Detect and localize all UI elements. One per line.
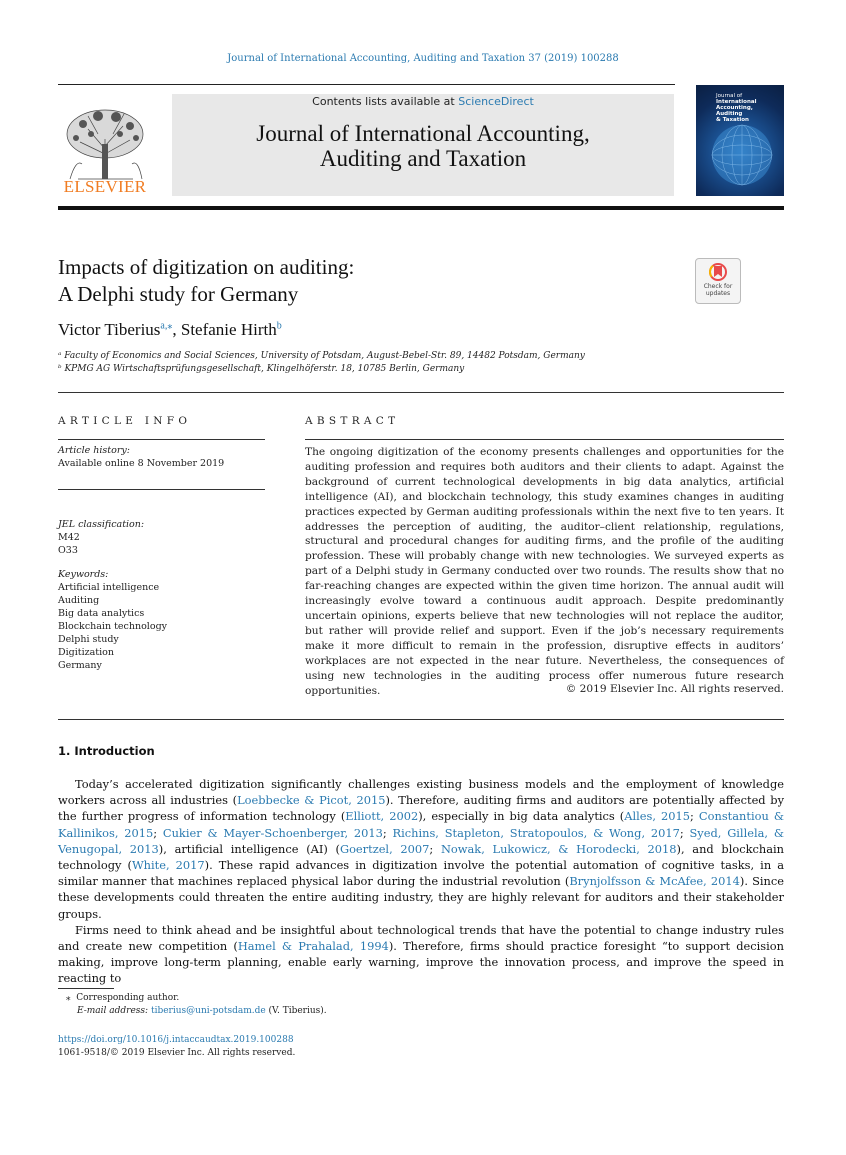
- doi-link[interactable]: https://doi.org/10.1016/j.intaccaudtax.2019.100288: [58, 1035, 294, 1045]
- abstract-rule: [305, 439, 784, 440]
- affiliation-b: ᵇ KPMG AG Wirtschaftsprüfungsgesellschaft, Klingelhöferstr. 18, 10785 Berlin, Germany: [58, 364, 465, 374]
- journal-title[interactable]: Journal of International Accounting, Auditing and Taxation: [256, 121, 590, 171]
- intro-paragraph-2: Firms need to think ahead and be insightful about technological trends that have the potential to change industry rules and create new competition (Hamel & Prahalad, 1994). Therefore, firms should practice foresight “to support decision making, improve long-term planning, enable early warning, improve the innovation process, and improve the speed in reacting to: [58, 922, 784, 986]
- footnote-rule: [58, 988, 114, 989]
- keyword-item: Big data analytics: [58, 608, 145, 619]
- abstract-bottom-rule: [58, 719, 784, 720]
- abstract-copyright: © 2019 Elsevier Inc. All rights reserved.: [565, 683, 784, 695]
- journal-reference-link[interactable]: Journal of International Accounting, Auditing and Taxation 37 (2019) 100288: [227, 53, 619, 64]
- check-updates-label: Check for updates: [703, 283, 733, 297]
- keyword-item: Germany: [58, 660, 102, 671]
- author-tiberius: Victor Tiberius: [58, 320, 161, 339]
- issn-line: 1061-9518/© 2019 Elsevier Inc. All rights reserved.: [58, 1048, 296, 1058]
- keywords: Keywords: Artificial intelligence Auditing Big data analytics Blockchain technology Delphi study Digitization Germany: [58, 569, 168, 671]
- journal-cover-image[interactable]: [696, 85, 784, 196]
- introduction-body: [58, 776, 784, 987]
- header-rule: [58, 84, 675, 85]
- sciencedirect-link[interactable]: ScienceDirect: [458, 95, 534, 108]
- cover-globe-graphic: [710, 123, 774, 187]
- citation-link[interactable]: Syed, Gillela, & Venugopal, 2013: [58, 825, 784, 856]
- citation-link[interactable]: Loebbecke & Picot, 2015: [237, 793, 386, 808]
- citation-link[interactable]: Nowak, Lukowicz, & Horodecki, 2018: [440, 841, 677, 856]
- citation-link[interactable]: Richins, Stapleton, Stratopoulos, & Wong, 2017: [392, 825, 680, 840]
- citation-link[interactable]: Elliott, 2002: [345, 809, 419, 824]
- jel-classification: JEL classification: M42 O33: [58, 519, 145, 556]
- keyword-item: Digitization: [58, 647, 114, 658]
- citation-link[interactable]: Constantiou & Kallinikos, 2015: [58, 809, 784, 840]
- author-hirth: Stefanie Hirth: [180, 320, 277, 339]
- affiliation-a: ᵃ Faculty of Economics and Social Sciences, University of Potsdam, August-Bebel-Str. 89, 14482 Potsdam, Germany: [58, 351, 585, 361]
- section-rule: [58, 392, 784, 393]
- author-hirth-affil-link[interactable]: b: [276, 320, 282, 332]
- article-history: Article history: Available online 8 November 2019: [58, 445, 225, 469]
- contents-line: Contents lists available at ScienceDirect: [312, 95, 534, 108]
- citation-link[interactable]: Hamel & Prahalad, 1994: [237, 939, 389, 954]
- article-history-rule: [58, 489, 265, 490]
- elsevier-wordmark: ELSEVIER: [63, 177, 147, 196]
- citation-link[interactable]: Alles, 2015: [624, 809, 691, 824]
- email-note: E-mail address: tiberius@uni-potsdam.de (V. Tiberius).: [77, 1006, 327, 1016]
- citation-link[interactable]: White, 2017: [131, 858, 205, 873]
- keyword-item: Blockchain technology: [58, 621, 168, 632]
- article-info-label: ARTICLE INFO: [58, 415, 192, 427]
- keyword-item: Auditing: [58, 595, 100, 606]
- jel-code: O33: [58, 545, 78, 556]
- jel-code: M42: [58, 532, 80, 543]
- author-tiberius-affil-link[interactable]: a,⁎: [160, 320, 173, 332]
- article-info-rule: [58, 439, 265, 440]
- paper-title: Impacts of digitization on auditing: A Delphi study for Germany: [58, 255, 355, 306]
- abstract-label: ABSTRACT: [305, 415, 400, 427]
- citation-link[interactable]: Brynjolfsson & McAfee, 2014: [569, 874, 740, 889]
- keyword-item: Artificial intelligence: [58, 582, 160, 593]
- check-updates-icon: [709, 263, 727, 281]
- citation-link[interactable]: Goertzel, 2007: [339, 841, 430, 856]
- author-list: Victor Tiberius$^{a,⁎}$, Stefanie Hirth$^b$: [58, 320, 282, 339]
- corresponding-author-note: ⁎ Corresponding author.: [66, 993, 180, 1003]
- email-link[interactable]: tiberius@uni-potsdam.de: [150, 1006, 266, 1016]
- cover-title: Journal of International Accounting, Auditing & Taxation: [716, 93, 757, 123]
- citation-link[interactable]: Cukier & Mayer-Schoenberger, 2013: [162, 825, 383, 840]
- introduction-heading: 1. Introduction: [58, 744, 155, 758]
- intro-paragraph-1: Today’s accelerated digitization significantly challenges existing business models and the employment of knowledge workers across all industries (Loebbecke & Picot, 2015). Therefore, auditing firms and auditors are potentially affected by the further progress of information technology (Elliott, 2002), especially in big data analytics (Alles, 2015; Constantiou & Kallinikos, 2015; Cukier & Mayer-Schoenberger, 2013; Richins, Stapleton, Stratopoulos, & Wong, 2017; Syed, Gillela, & Venugopal, 2013), artificial intelligence (AI) (Goertzel, 2007; Nowak, Lukowicz, & Horodecki, 2018), and blockchain technology (White, 2017). These rapid advances in digitization involve the potential automation of cognitive tasks, in a similar manner that machines replaced physical labor during the industrial revolution (Brynjolfsson & McAfee, 2014). Since these developments could threaten the entire auditing industry, they are highly relevant for auditors and their stakeholder groups.: [58, 777, 785, 921]
- abstract-text: The ongoing digitization of the economy presents challenges and opportunities for the auditing profession and requires both auditors and their clients to adapt. Against the background of current technological developments in big data analytics, artificial intelligence (AI), and blockchain technology, this study examines changes in auditing practices expected by German auditing professionals within the next five to ten years. It addresses the perception of auditing, the auditor–client relationship, regulations, structural and procedural changes for auditing firms, and the profile of the auditing profession. These will probably change with new technologies. We surveyed experts as part of a Delphi study in Germany conducted over two rounds. The results show that no far-reaching changes are expected within the given time horizon. The annual audit will increasingly evolve toward a continuous audit approach. Despite predominantly uncertain opinions, experts believe that new technologies will not replace the auditor, but rather will provide relief and support. Even if the job’s necessary requirements make it more difficult to remain in the profession, disruptive effects in auditors’ workplaces are not expected in the near future. Nevertheless, the consequences of using new technologies in the auditing process offer numerous future research opportunities.: [305, 446, 784, 697]
- keyword-item: Delphi study: [58, 634, 119, 645]
- check-for-updates-button[interactable]: [695, 258, 741, 304]
- header-thick-rule: [58, 206, 784, 210]
